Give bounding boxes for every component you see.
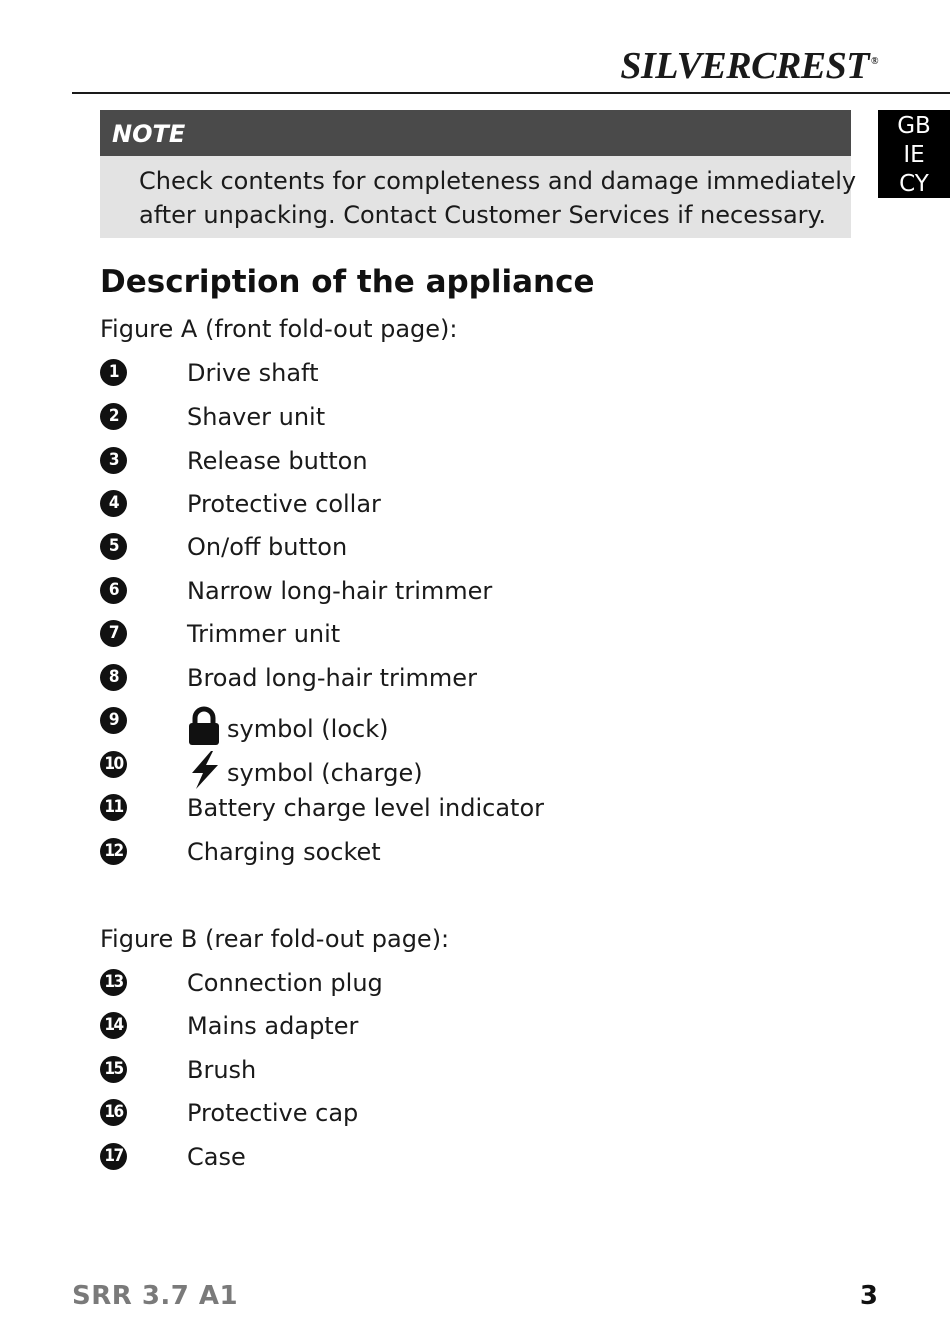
header-rule	[72, 92, 950, 94]
list-item	[100, 402, 800, 432]
item-label: Protective cap	[187, 1099, 359, 1127]
item-label: Mains adapter	[187, 1012, 359, 1040]
note-line: Check contents for completeness and damage immediately	[139, 167, 857, 195]
list-item	[100, 1011, 800, 1041]
lang-code: GB	[897, 113, 931, 139]
list-item	[100, 532, 800, 562]
item-number: 3	[100, 447, 127, 474]
list-item	[100, 446, 800, 476]
item-label: Release button	[187, 447, 368, 475]
item-label: Protective collar	[187, 490, 381, 518]
item-label: Broad long-hair trimmer	[187, 664, 477, 692]
item-number: 6	[100, 577, 127, 604]
item-number: 5	[100, 533, 127, 560]
item-number: 2	[100, 403, 127, 430]
item-number: 13	[100, 969, 127, 996]
list-item	[100, 576, 800, 606]
language-tab	[878, 110, 950, 198]
note-body	[100, 156, 857, 238]
item-label: Narrow long-hair trimmer	[187, 577, 493, 605]
item-label: Drive shaft	[187, 359, 319, 387]
item-number: 14	[100, 1012, 127, 1039]
list-item	[100, 358, 800, 388]
item-label: Trimmer unit	[187, 620, 341, 648]
item-label: Brush	[187, 1056, 257, 1084]
lang-code: CY	[899, 171, 929, 197]
list-item	[100, 750, 800, 787]
item-number: 11	[100, 794, 127, 821]
item-number: 8	[100, 664, 127, 691]
list-item	[100, 1142, 800, 1172]
list-item	[100, 1098, 800, 1128]
list-item	[100, 489, 800, 519]
item-label: Case	[187, 1143, 246, 1171]
item-label: Connection plug	[187, 969, 383, 997]
note-title: NOTE	[100, 110, 851, 156]
list-item	[100, 1055, 800, 1085]
item-label: Shaver unit	[187, 403, 326, 431]
lang-code: IE	[903, 142, 925, 168]
item-number: 1	[100, 359, 127, 386]
list-item	[100, 706, 800, 743]
item-label: symbol (lock)	[187, 706, 388, 746]
item-number: 17	[100, 1143, 127, 1170]
item-label: On/off button	[187, 533, 348, 561]
item-label: Charging socket	[187, 838, 381, 866]
model-number: SRR 3.7 A1	[72, 1281, 239, 1311]
list-item	[100, 619, 800, 649]
lightning-icon	[187, 750, 221, 790]
item-label: symbol (charge)	[187, 750, 423, 790]
page-number: 3	[859, 1281, 878, 1311]
figure-a-label: Figure A (front fold-out page):	[100, 315, 458, 343]
figure-b-label: Figure B (rear fold-out page):	[100, 925, 450, 953]
item-number: 15	[100, 1056, 127, 1083]
list-item	[100, 663, 800, 693]
item-number: 12	[100, 838, 127, 865]
item-number: 4	[100, 490, 127, 517]
list-item	[100, 837, 800, 867]
list-item	[100, 793, 800, 823]
lock-icon	[187, 706, 221, 746]
item-number: 10	[100, 751, 127, 778]
list-item	[100, 968, 800, 998]
item-number: 9	[100, 707, 127, 734]
note-line: after unpacking. Contact Customer Services if necessary.	[139, 201, 826, 229]
item-label: Battery charge level indicator	[187, 794, 544, 822]
item-number: 16	[100, 1099, 127, 1126]
section-title: Description of the appliance	[100, 264, 595, 300]
item-number: 7	[100, 620, 127, 647]
brand-logo: SILVERCREST ®	[620, 45, 878, 87]
